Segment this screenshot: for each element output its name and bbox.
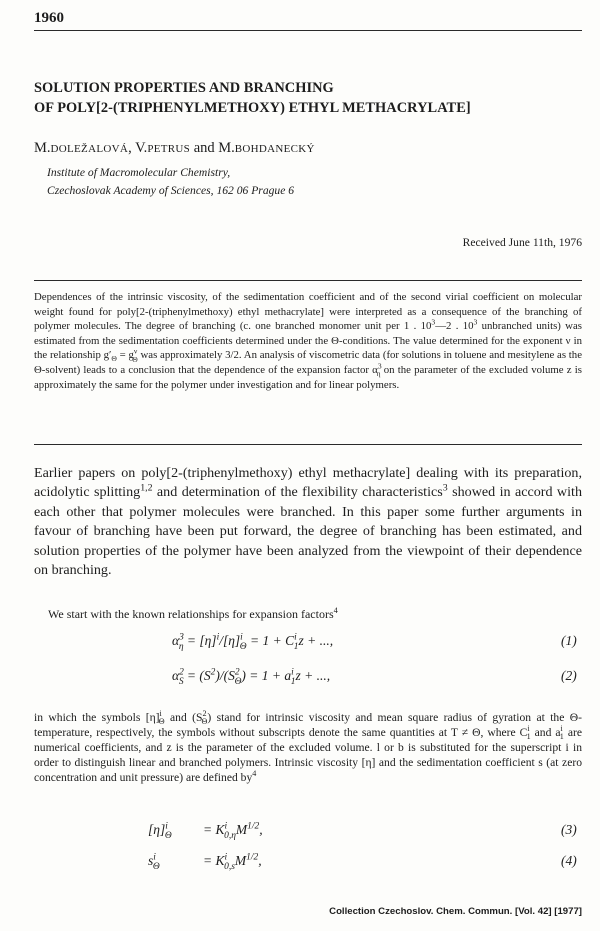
- author-separator: ,: [128, 140, 136, 156]
- eq-sup: i: [159, 709, 162, 719]
- eq-text: = 1 + C: [246, 633, 295, 648]
- eq-text: M: [235, 822, 248, 837]
- author-1-initial: M.: [34, 140, 51, 156]
- eq-sup: i: [224, 821, 228, 832]
- subscript: 1: [559, 732, 564, 742]
- abstract-top-rule: [34, 280, 582, 281]
- affiliation: [47, 164, 294, 200]
- equation-2: [172, 667, 331, 687]
- eq-text: /[η]: [219, 633, 241, 648]
- eq-sup: i: [560, 724, 563, 734]
- header-rule: [34, 30, 582, 31]
- author-3-initial: M.: [218, 140, 235, 156]
- eq-text: = (S: [183, 668, 211, 683]
- eq-symbol: s: [148, 853, 154, 868]
- definitions-paragraph: [34, 710, 582, 785]
- eq-text: = K: [203, 822, 225, 837]
- eq-symbol: [η]: [148, 822, 166, 837]
- eq-symbol: α: [172, 668, 180, 683]
- author-2-initial: V.: [135, 140, 148, 156]
- eq-sup: 1/2: [247, 821, 260, 832]
- equation-4-rhs: [203, 852, 262, 872]
- eq-text: M: [234, 853, 247, 868]
- eq-sup: i: [291, 667, 294, 678]
- eq-sup: 2: [179, 667, 184, 678]
- author-separator: and: [190, 140, 219, 156]
- eq-sup: 2: [234, 667, 240, 678]
- body-text: We start with the known relationships for expansion factors: [48, 607, 334, 621]
- superscript: 3: [431, 317, 436, 327]
- eq-sub: 0,η: [224, 830, 236, 841]
- journal-footer: Collection Czechoslov. Chem. Commun. [Vol. 42] [1977]: [329, 906, 582, 917]
- eq-sup: i: [153, 852, 156, 863]
- body-text: and (S: [164, 711, 203, 724]
- body-text: are numerical coefficients, and z is the parameter of the excluded volume. l or b is substituted for the superscript i in order to distinguish linear and branched polymers. Intrinsic viscosity [η] and the sedimentation coefficient s (at zero concentration and unit pressure) are defined by: [34, 726, 582, 784]
- eq-sup: i: [240, 632, 243, 643]
- page-number: 1960: [34, 10, 64, 26]
- body-text: in which the symbols [η]: [34, 711, 160, 724]
- superscript: 3: [377, 361, 382, 371]
- body-text: Earlier papers on poly[2-(triphenylmethoxy) ethyl methacrylate] dealing with its preparation, acidolytic splitting: [34, 465, 582, 501]
- eq-sub: 1: [290, 676, 296, 687]
- article-title: [34, 78, 584, 118]
- author-1-surname: DOLEŽALOVÁ: [50, 143, 129, 155]
- body-text: and a: [530, 726, 561, 739]
- abstract-text: Dependences of the intrinsic viscosity, of the sedimentation coefficient and of the second virial coefficient on molecular weight found for poly[2-(triphenylmethoxy) ethyl methacrylate] were interpreted as a consequence of the branching of polymer molecules. The degree of branching (c. one branched monomer unit per 1 . 10: [34, 291, 582, 333]
- eq-text: ,: [258, 853, 262, 868]
- eq-sub: Θ: [152, 861, 160, 872]
- abstract: [34, 290, 582, 392]
- equation-4-lhs: [148, 852, 160, 872]
- eq-sub: η: [178, 641, 184, 652]
- intro-paragraph: [34, 464, 582, 580]
- received-date: Received June 11th, 1976: [462, 236, 582, 249]
- eq-sup: 3: [179, 632, 184, 643]
- eq-sub: Θ: [239, 641, 247, 652]
- subscript: 1: [526, 732, 531, 742]
- affiliation-line-1: Institute of Macromolecular Chemistry,: [47, 166, 231, 179]
- eq-sub: 0,s: [224, 861, 235, 872]
- abstract-text: = g: [116, 349, 134, 362]
- equation-2-number: (2): [561, 668, 577, 683]
- abstract-bottom-rule: [34, 444, 582, 445]
- author-3-surname: BOHDANECKÝ: [234, 143, 315, 155]
- eq-sup: i: [224, 852, 228, 863]
- eq-sub: Θ: [234, 676, 242, 687]
- equation-3-rhs: [203, 821, 263, 841]
- eq-sup: 1/2: [246, 852, 259, 863]
- eq-text: = [η]: [183, 633, 217, 648]
- title-line-2: OF POLY[2-(TRIPHENYLMETHOXY) ETHYL METHACRYLATE]: [34, 100, 471, 116]
- equation-3-number: (3): [561, 822, 577, 837]
- equation-4-number: (4): [561, 853, 577, 868]
- subscript: Θ: [201, 717, 208, 727]
- eq-symbol: α: [172, 633, 180, 648]
- affiliation-line-2: Czechoslovak Academy of Sciences, 162 06 Prague 6: [47, 184, 295, 197]
- eq-text: ,: [259, 822, 263, 837]
- subscript: η: [376, 369, 381, 379]
- eq-text: z + ...,: [298, 633, 334, 648]
- eq-text: = K: [203, 853, 225, 868]
- superscript: ν: [133, 346, 138, 356]
- eq-sup: i: [165, 821, 168, 832]
- abstract-text: was approximately 3/2. An analysis of viscometric data (for solutions in toluene and mesitylene as the Θ-solvent) leads to a conclusion that the dependence of the expansion factor α: [34, 349, 582, 376]
- eq-text: z + ...,: [295, 668, 331, 683]
- eq-sup: i: [527, 724, 530, 734]
- citation: 3: [442, 482, 448, 494]
- eq-sup: i: [216, 632, 220, 643]
- eq-sup: 2: [210, 667, 216, 678]
- eq-sup: i: [294, 632, 297, 643]
- eq-sub: 1: [293, 641, 299, 652]
- eq-sub: S: [178, 676, 184, 687]
- relationships-intro: [48, 607, 338, 622]
- abstract-text: —2 . 10: [435, 320, 474, 333]
- citation: 4: [252, 769, 257, 779]
- authors: [34, 140, 315, 157]
- title-line-1: SOLUTION PROPERTIES AND BRANCHING: [34, 80, 334, 96]
- citation: 1,2: [140, 482, 153, 494]
- equation-3-lhs: [148, 821, 172, 841]
- eq-sub: Θ: [164, 830, 172, 841]
- author-2-surname: PETRUS: [147, 143, 191, 155]
- subscript: Θ: [111, 354, 117, 364]
- subscript: Θ: [158, 717, 165, 727]
- subscript: Θ: [132, 354, 138, 364]
- eq-text: ) = 1 + a: [241, 668, 292, 683]
- equation-1-number: (1): [561, 633, 577, 648]
- eq-sup: 2: [202, 709, 207, 719]
- abstract-text: on the parameter of the excluded volume z is approximately the same for the polymer under investigation and for linear polymers.: [34, 363, 582, 391]
- body-text: ) stand for intrinsic viscosity and mean square radius of gyration at the Θ-temperature, respectively, the symbols without subscripts denote the same quantities at T ≠ Θ, where C: [34, 711, 582, 739]
- superscript: 3: [473, 317, 478, 327]
- equation-1: [172, 632, 334, 652]
- body-text: and determination of the flexibility characteristics: [152, 484, 443, 501]
- citation: 4: [333, 606, 338, 615]
- eq-text: )/(S: [215, 668, 235, 683]
- body-text: showed in accord with each other that polymer molecules were branched. In this paper some further arguments in favour of branching have been put forward, the degree of branching has been estimated, and solution properties of the polymer have been analyzed from the viewpoint of their dependence on branching.: [34, 484, 582, 579]
- abstract-text: unbranched units) was estimated from the sedimentation coefficients determined under the Θ-conditions. The value determined for the exponent ν in the relationship g′: [34, 320, 582, 362]
